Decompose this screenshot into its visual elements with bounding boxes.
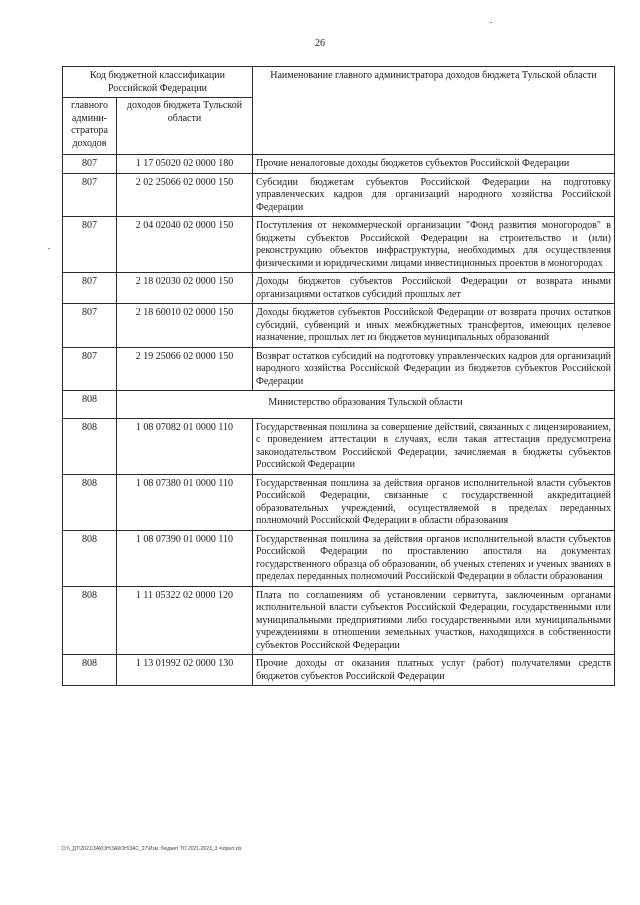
table-row [63, 304, 615, 348]
budget-classification-table [62, 66, 615, 686]
table-row [63, 418, 615, 474]
income-code-cell: 1 08 07380 01 0000 110 [117, 474, 253, 530]
income-code-cell: 2 04 02040 02 0000 150 [117, 217, 253, 273]
table-row [63, 173, 615, 217]
admin-code-cell: 807 [63, 347, 117, 391]
income-name-cell: Государственная пошлина за действия органов исполнительной власти субъектов Российской Федерации, связанные с государственной аккредитацией образовательных учреждений, осуществляемой в пределах переданных полномочий Российской Федерации в области образования [253, 474, 615, 530]
admin-code-cell: 807 [63, 155, 117, 174]
income-code-cell: 2 18 02030 02 0000 150 [117, 273, 253, 304]
income-name-cell: Плата по соглашениям об установлении сервитута, заключенным органами исполнительной власти субъектов Российской Федерации, государственными или муниципальными предприятиями либо государственными или муниципальными учреждениями в отношении земельных участков, находящихся в собственности субъектов Российской Федерации [253, 586, 615, 655]
footer-file-path: D:\\_ДТ\2021\ЗАКОН\ЗАКОН\ЗАС_27\Изм. бюджет ТО 2021-2023_3 ч\прил.xls [62, 846, 242, 852]
income-code-cell: 1 13 01992 02 0000 130 [117, 655, 253, 686]
table-row [63, 347, 615, 391]
admin-code-cell: 807 [63, 173, 117, 217]
admin-code-cell: 808 [63, 530, 117, 586]
income-code-cell: 2 02 25066 02 0000 150 [117, 173, 253, 217]
admin-code-cell: 808 [63, 474, 117, 530]
income-name-cell: Поступления от некоммерческой организации "Фонд развития моногородов" в бюджеты субъектов Российской Федерации на строительство и (или) реконструкцию объектов инфраструктуры, необходимых для осуществления физическими и юридическими лицами инвестиционных проектов в моногородах [253, 217, 615, 273]
header-classification-code: Код бюджетной классификации Российской Федерации [63, 67, 253, 98]
income-name-cell: Прочие доходы от оказания платных услуг (работ) получателями средств бюджетов субъектов Российской Федерации [253, 655, 615, 686]
header-income-code: доходов бюджета Тульской области [117, 98, 253, 155]
income-code-cell: 1 11 05322 02 0000 120 [117, 586, 253, 655]
income-name-cell: Доходы бюджетов субъектов Российской Федерации от возврата иными организациями остатков субсидий прошлых лет [253, 273, 615, 304]
income-name-cell: Государственная пошлина за действия органов исполнительной власти субъектов Российской Федерации по проставлению апостиля на документах государственного образца об образовании, об ученых степенях и ученых званиях в пределах переданных полномочий Российской Федерации в области образования [253, 530, 615, 586]
header-admin-code: главного админи-стратора доходов [63, 98, 117, 155]
admin-code-cell: 807 [63, 217, 117, 273]
income-code-cell: 1 08 07390 01 0000 110 [117, 530, 253, 586]
table-row [63, 586, 615, 655]
admin-code-cell: 808 [63, 418, 117, 474]
table-header-row [63, 67, 615, 98]
scan-speck [490, 22, 492, 23]
admin-code-cell: 807 [63, 304, 117, 348]
table-row [63, 273, 615, 304]
table-row [63, 217, 615, 273]
admin-code-cell: 808 [63, 586, 117, 655]
income-code-cell: 1 08 07082 01 0000 110 [117, 418, 253, 474]
section-row [63, 391, 615, 419]
table-row [63, 655, 615, 686]
table-row [63, 474, 615, 530]
table-row [63, 530, 615, 586]
income-name-cell: Возврат остатков субсидий на подготовку управленческих кадров для организаций народного хозяйства Российской Федерации из бюджетов субъектов Российской Федерации [253, 347, 615, 391]
header-administrator-name: Наименование главного администратора доходов бюджета Тульской области [253, 67, 615, 155]
admin-code-cell: 807 [63, 273, 117, 304]
income-code-cell: 2 18 60010 02 0000 150 [117, 304, 253, 348]
admin-code-cell: 808 [63, 655, 117, 686]
table-row [63, 155, 615, 174]
income-name-cell: Доходы бюджетов субъектов Российской Федерации от возврата прочих остатков субсидий, субвенций и иных межбюджетных трансфертов, имеющих целевое назначение, прошлых лет из бюджетов муниципальных образований [253, 304, 615, 348]
income-name-cell: Прочие неналоговые доходы бюджетов субъектов Российской Федерации [253, 155, 615, 174]
page-number: 26 [315, 38, 325, 49]
income-code-cell: 1 17 05020 02 0000 180 [117, 155, 253, 174]
income-name-cell: Государственная пошлина за совершение действий, связанных с лицензированием, с проведением аттестации в случаях, если такая аттестация предусмотрена законодательством Российской Федерации, зачисляемая в бюджеты субъектов Российской Федерации [253, 418, 615, 474]
section-title: Министерство образования Тульской области [117, 391, 615, 419]
section-admin-code: 808 [63, 391, 117, 419]
scan-speck [48, 248, 50, 249]
income-name-cell: Субсидии бюджетам субъектов Российской Федерации на подготовку управленческих кадров для организаций народного хозяйства Российской Федерации [253, 173, 615, 217]
income-code-cell: 2 19 25066 02 0000 150 [117, 347, 253, 391]
